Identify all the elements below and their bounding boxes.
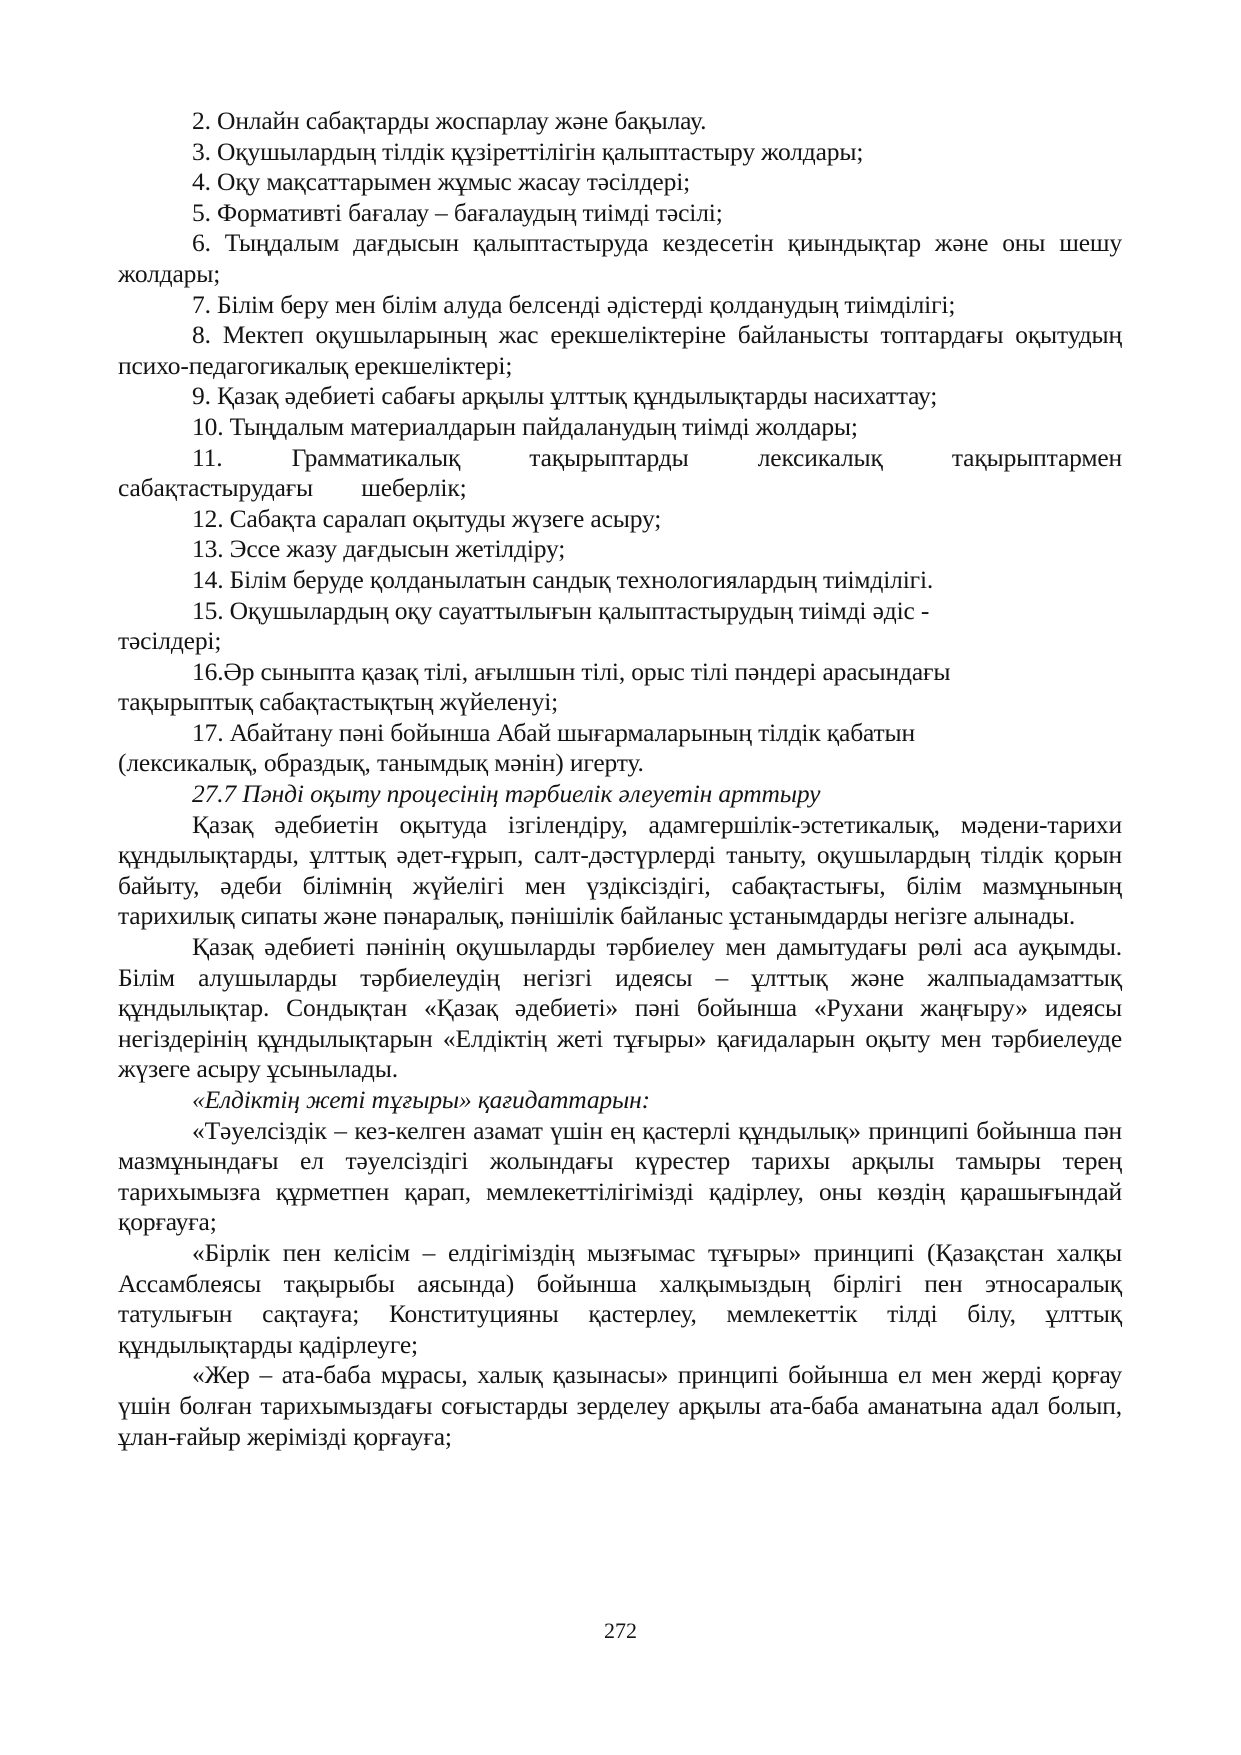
- list-item-10: 10. Тыңдалым материалдарын пайдаланудың тиімді жолдары;: [192, 411, 858, 441]
- list-item-17: 17. Абайтану пәні бойынша Абай шығармаларының тілдік қабатын (лексикалық, образдық, танымдық мәнін) игерту.: [118, 717, 916, 778]
- principle-paragraph: «Тәуелсіздік – кез-келген азамат үшін ең қастерлі құндылық» принципі бойынша пән мазмұнындағы ел тәуелсіздігі жолындағы күрестер тарихы арқылы тамыры терең тарихымызға құрметпен қарап, мемлекеттілігімізді қадірлеу, оны көздің қарашығындай қорғауға;: [118, 1115, 1122, 1237]
- list-item-2: 2. Онлайн сабақтарды жоспарлау және бақылау.: [192, 106, 707, 135]
- list-item-3: 3. Оқушылардың тілдік құзіреттілігін қалыптастыру жолдары;: [192, 136, 864, 166]
- list-item-8: 8. Мектеп оқушыларының жас ерекшеліктеріне байланысты топтардағы оқытудың психо-педагогикалық ерекшеліктері;: [118, 320, 1122, 380]
- list-item-13: 13. Эссе жазу дағдысын жетілдіру;: [192, 534, 566, 564]
- page-number: 272: [604, 1618, 637, 1643]
- list-item-11: 11. Грамматикалық тақырыптарды лексикалық тақырыптармен сабақтастырудағы шеберлік;: [118, 442, 1122, 503]
- list-item-6: 6. Тыңдалым дағдысын қалыптастыруда кездесетін қиындықтар және оны шешу жолдары;: [118, 228, 1122, 288]
- body-paragraph: Қазақ әдебиетін оқытуда ізгілендіру, адамгершілік-эстетикалық, мәдени-тарихи құндылықтарды, ұлттық әдет-ғұрып, салт-дәстүрлерді таныту, оқушылардың тілдік қорын байыту, әдеби білімнің жүйелігі мен үздіксіздігі, сабақтастығы, білім мазмұнының тарихилық сипаты және пәнаралық, пәнішілік байланыс ұстанымдарды негізге алынады.: [118, 809, 1122, 931]
- topic-list: [118, 106, 1122, 779]
- list-item-16: 16.Әр сыныпта қазақ тілі, ағылшын тілі, орыс тілі пәндері арасындағы тақырыптық сабақтастықтың жүйеленуі;: [118, 656, 951, 717]
- list-item-15: 15. Оқушылардың оқу сауаттылығын қалыптастырудың тиімді әдіс - тәсілдері;: [118, 595, 930, 656]
- list-item-12: 12. Сабақта саралап оқытуды жүзеге асыру;: [192, 503, 662, 533]
- body-paragraph: Қазақ әдебиеті пәнінің оқушыларды тәрбиелеу мен дамытудағы рөлі аса ауқымды. Білім алушыларды тәрбиелеудің негізгі идеясы – ұлттық және жалпыадамзаттық құндылықтар. Сондықтан «Қазақ әдебиеті» пәні бойынша «Рухани жаңғыру» идеясы негіздерінің құндылықтарын «Елдіктің жеті тұғыры» қағидаларын оқыту мен тәрбиелеуде жүзеге асыру ұсынылады.: [118, 932, 1122, 1084]
- list-item-4: 4. Оқу мақсаттарымен жұмыс жасау тәсілдері;: [192, 167, 691, 197]
- list-item-7: 7. Білім беру мен білім алуда белсенді әдістерді қолданудың тиімділігі;: [192, 289, 956, 319]
- list-item-9: 9. Қазақ әдебиеті сабағы арқылы ұлттық құндылықтарды насихаттау;: [192, 381, 938, 411]
- principle-paragraph: «Жер – ата-баба мұрасы, халық қазынасы» принципі бойынша ел мен жерді қорғау үшін болған тарихымыздағы соғыстарды зерделеу арқылы ата-баба аманатына адал болып, ұлан-ғайыр жерімізді қорғауға;: [118, 1360, 1122, 1451]
- section-heading: 27.7 Пәнді оқыту процесінің тәрбиелік әлеуетін арттыру: [192, 779, 821, 809]
- list-item-14: 14. Білім беруде қолданылатын сандық технологиялардың тиімділігі.: [192, 564, 934, 594]
- list-item-5: 5. Формативті бағалау – бағалаудың тиімді тәсілі;: [192, 197, 723, 227]
- document-page: [118, 106, 1122, 1452]
- principle-paragraph: «Бірлік пен келісім – елдігіміздің мызғымас тұғыры» принципі (Қазақстан халқы Ассамблеясы тақырыбы аясында) бойынша халқымыздың бірлігі пен этносаралық татулығын сақтауға; Конституцияны қастерлеу, мемлекеттік тілді білу, ұлттық құндылықтарды қадірлеуге;: [118, 1237, 1122, 1359]
- principles-heading: «Елдіктің жеті тұғыры» қағидаттарын:: [192, 1085, 650, 1114]
